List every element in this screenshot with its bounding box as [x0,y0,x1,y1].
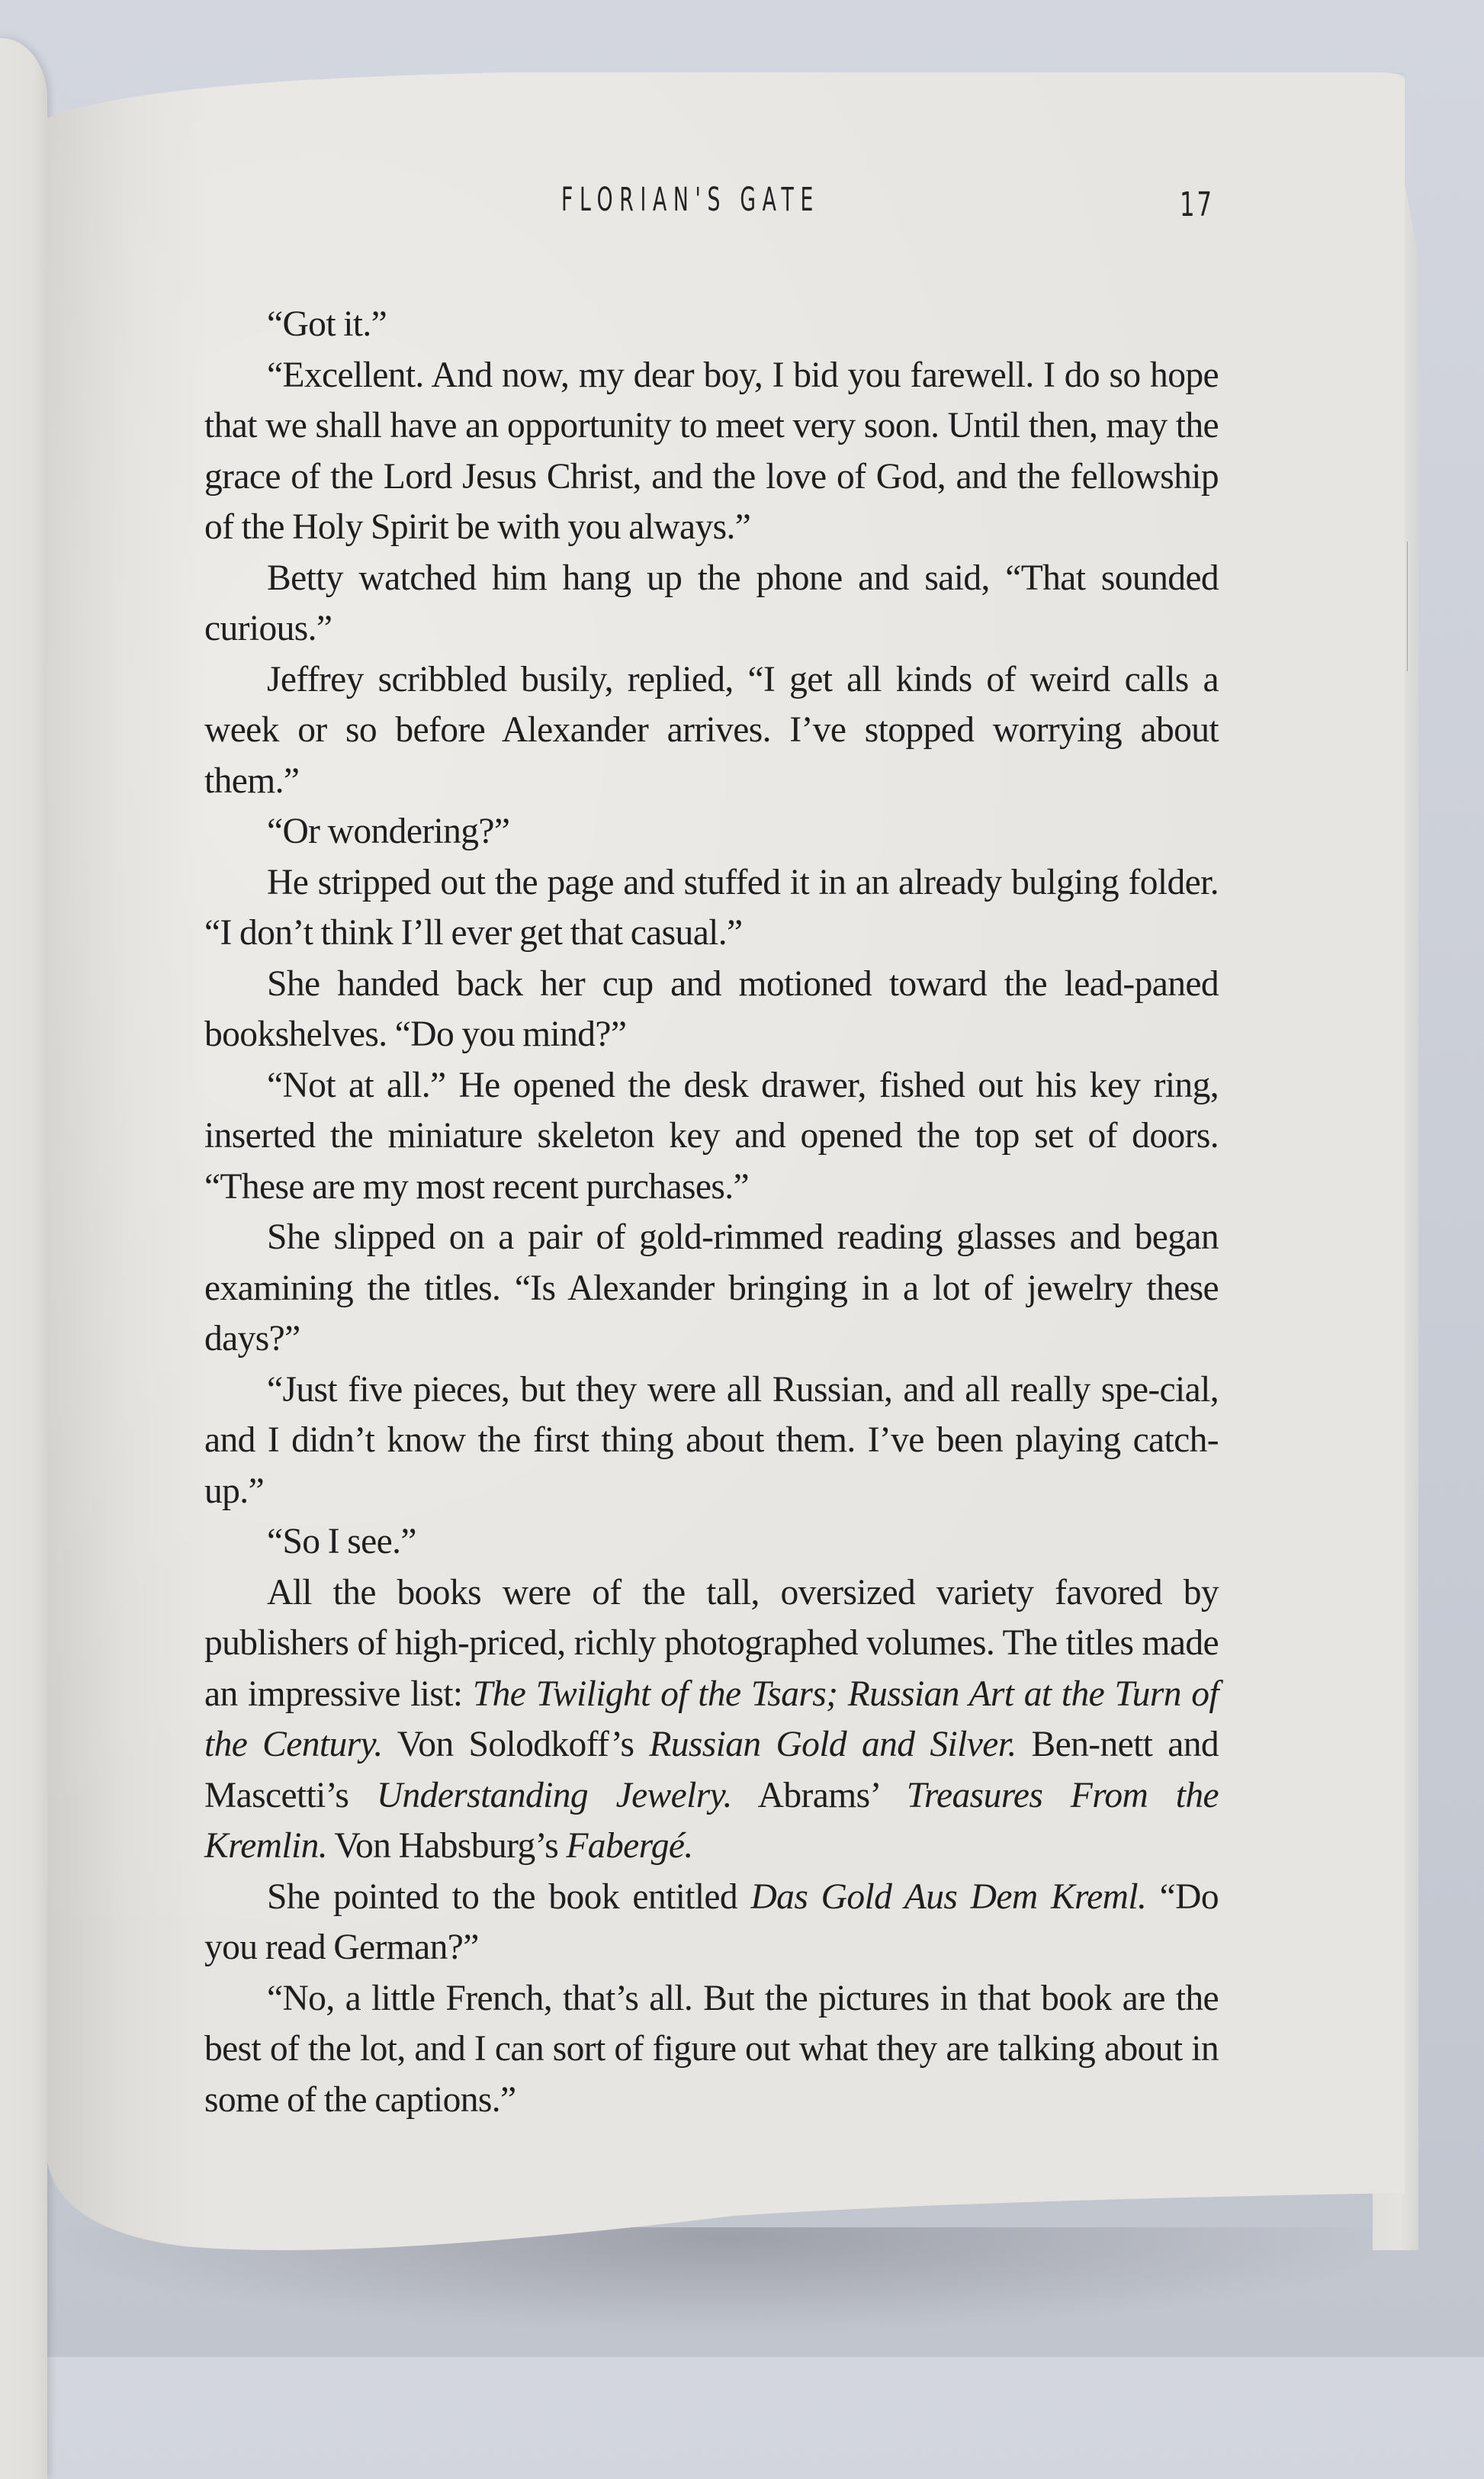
text-run: He stripped out the page and stuffed it in an already bulging folder. “I don’t think I’ll ever get that casual.” [204,862,1219,953]
book-title: Das Gold Aus Dem Kreml. [750,1876,1147,1917]
book-title: Treasures From the Kremlin. [204,1775,1219,1866]
book-title: The Twilight of the Tsars; Russian Art at the Turn of the Century. [204,1674,1219,1764]
paragraph [204,1212,1219,1365]
text-run: Ben-nett and Mascetti’s [204,1725,1219,1815]
text-run: Abrams’ [731,1775,907,1815]
text-run: “Got it.” [267,304,387,344]
paragraph [204,350,1219,553]
text-run: “Not at all.” He opened the desk drawer, fished out his key ring, inserted the miniature skeleton key and opened the top set of doors. “These are my most recent purchases.” [204,1065,1219,1207]
text-run: “No, a little French, that’s all. But the pictures in that book are the best of the lot, and I can sort of figure out what they are talking about in some of the captions.” [204,1978,1219,2120]
paragraph [204,1567,1219,1872]
text-run: Von Solodkoff’s [382,1725,650,1764]
text-run: She slipped on a pair of gold-rimmed reading glasses and began examining the titles. “Is Alexander bringing in a lot of jewelry these days?” [204,1217,1219,1358]
text-run: “Do you read German?” [204,1876,1219,1967]
text-run: “Or wondering?” [267,812,510,851]
text-run: Jeffrey scribbled busily, replied, “I get all kinds of weird calls a week or so before Alexander arrives. I’ve stopped worrying about them.” [204,659,1219,801]
paragraph [204,1516,1219,1567]
text-run: All the books were of the tall, oversized variety favored by publishers of high-priced, richly photographed volumes. The titles made an impressive list: [204,1572,1219,1714]
text-run: “Just five pieces, but they were all Russian, and all really spe-cial, and I didn’t know the first thing about them. I’ve been playing catch-up.” [204,1369,1219,1511]
paragraph [204,959,1219,1060]
paragraph [204,857,1219,959]
text-run: “Excellent. And now, my dear boy, I bid you farewell. I do so hope that we shall have an opportunity to meet very soon. Until then, may the grace of the Lord Jesus Christ, and the love of God, and the fellowship of the Holy Spirit be with you always.” [204,355,1219,547]
paragraph [204,1973,1219,2126]
book-title: Russian Gold and Silver. [649,1725,1017,1764]
running-head: FLORIAN'S GATE [561,181,820,219]
text-run: Von Habsburg’s [327,1826,567,1866]
page-number: 17 [1180,185,1214,224]
paragraph [204,806,1219,857]
paragraph [204,1365,1219,1517]
facing-page-edge [0,38,47,2479]
text-run: She handed back her cup and motioned toward the lead-paned bookshelves. “Do you mind?” [204,963,1219,1054]
paragraph [204,654,1219,807]
paragraph [204,553,1219,654]
paragraph [204,1060,1219,1213]
paragraph [204,299,1219,350]
paragraph [204,1872,1219,1973]
body-text [204,299,1219,2125]
text-run: “So I see.” [267,1522,416,1561]
book-title: Understanding Jewelry. [376,1775,732,1815]
text-run: She pointed to the book entitled [267,1876,751,1917]
book-title: Fabergé. [566,1826,693,1866]
text-run: Betty watched him hang up the phone and said, “That sounded curious.” [204,558,1219,648]
